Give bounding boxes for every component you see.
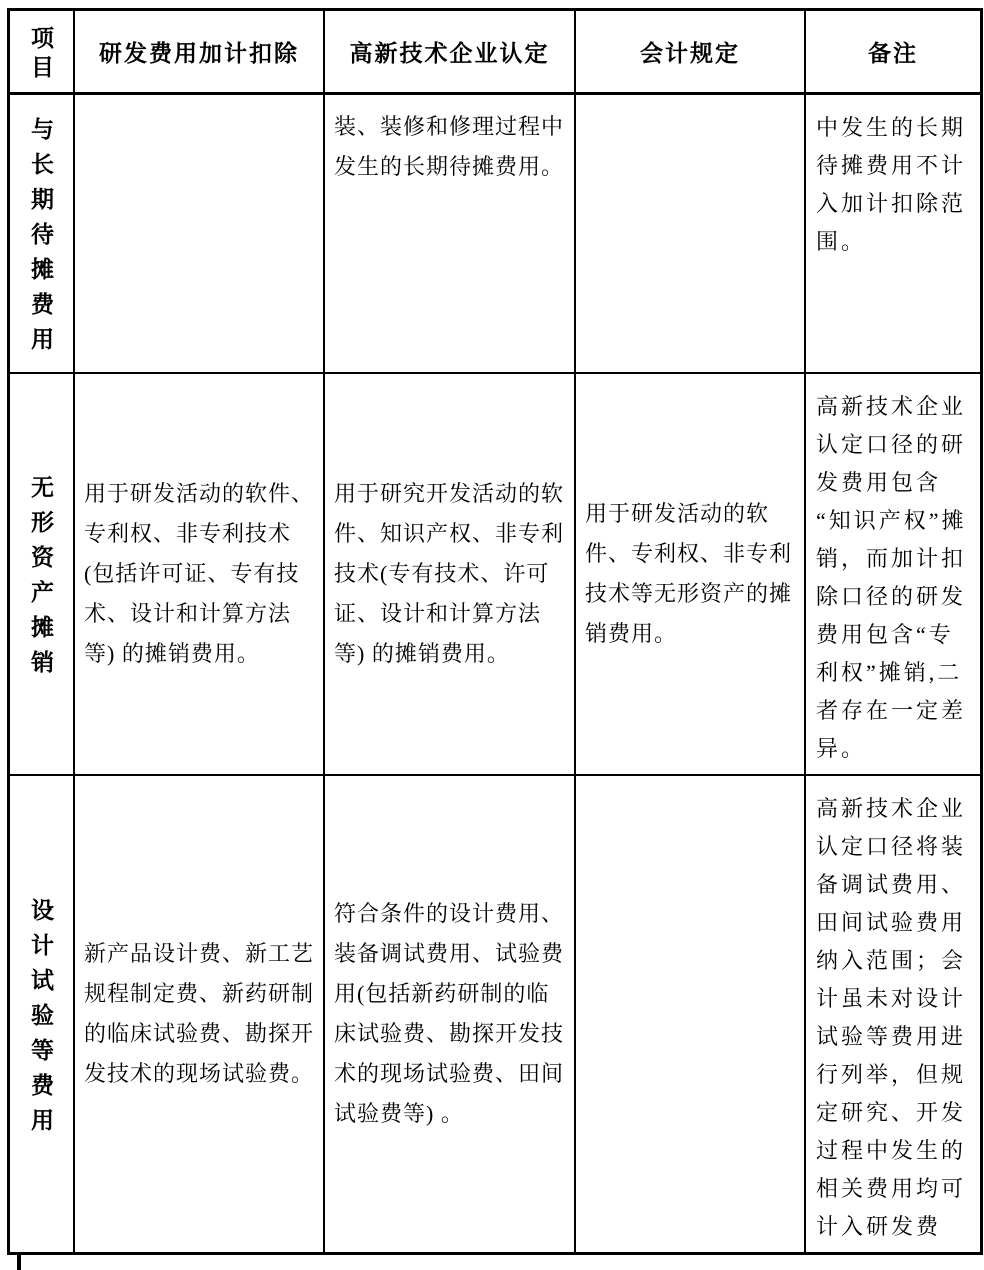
- header-cell-item: [10, 11, 75, 95]
- cell-text: 高新技术企业认定口径将装备调试费用、田间试验费用纳入范围；会计虽未对设计试验等费用进行列举，但规定研究、开发过程中发生的相关费用均可计入研发费: [816, 796, 967, 1239]
- row-intangible-amortization-accounting: [576, 374, 806, 776]
- cell-text: 用于研发活动的软件、专利权、非专利技术 (包括许可证、专有技术、设计和计算方法等) 的摊销费用。: [84, 481, 315, 666]
- cell-text: 用于研究开发活动的软件、知识产权、非专利技术(专有技术、许可证、设计和计算方法等) 的摊销费用。: [334, 481, 565, 666]
- cell-text: 新产品设计费、新工艺规程制定费、新药研制的临床试验费、勘探开发技术的现场试验费。: [84, 941, 315, 1086]
- row-deferred-expense-hightech: [325, 95, 576, 374]
- row-intangible-amortization-notes: [806, 374, 980, 776]
- header-cell-rd-deduction: [75, 11, 325, 95]
- header-label-hightech: 高新技术企业认定: [349, 40, 550, 66]
- header-label-rd-deduction: 研发费用加计扣除: [99, 40, 299, 66]
- row-design-test-item: [10, 776, 75, 1252]
- header-cell-hightech: [325, 11, 576, 95]
- row-deferred-expense-notes: [806, 95, 980, 374]
- page-edge-artifact: [17, 1255, 21, 1270]
- expense-comparison-table: [7, 8, 983, 1255]
- row-deferred-expense-item: [10, 95, 75, 374]
- row-deferred-expense-accounting: [576, 95, 806, 374]
- cell-text: 中发生的长期待摊费用不计入加计扣除范围。: [816, 115, 967, 254]
- row-intangible-amortization-item: [10, 374, 75, 776]
- cell-text: 用于研发活动的软件、专利权、非专利技术等无形资产的摊销费用。: [585, 501, 793, 646]
- row-design-test-hightech: [325, 776, 576, 1252]
- cell-text: 符合条件的设计费用、装备调试费用、试验费用(包括新药研制的临床试验费、勘探开发技术的现场试验费、田间试验费等) 。: [334, 901, 565, 1126]
- row-design-test-accounting: [576, 776, 806, 1252]
- row-intangible-amortization-rd-deduction: [75, 374, 325, 776]
- header-label-accounting: 会计规定: [640, 40, 740, 66]
- row-intangible-amortization-item-label: 无形资产摊销: [28, 475, 54, 685]
- cell-text: 装、装修和修理过程中发生的长期待摊费用。: [334, 114, 565, 179]
- table-grid: [10, 11, 980, 1252]
- row-deferred-expense-rd-deduction: [75, 95, 325, 374]
- row-design-test-item-label: 设计试验等费用: [28, 897, 54, 1143]
- row-design-test-notes: [806, 776, 980, 1252]
- header-label-item: 项目: [28, 25, 54, 84]
- header-cell-notes: [806, 11, 980, 95]
- row-design-test-rd-deduction: [75, 776, 325, 1252]
- header-cell-accounting: [576, 11, 806, 95]
- row-deferred-expense-item-label: 与长期待摊费用: [28, 117, 54, 362]
- header-label-notes: 备注: [868, 40, 918, 66]
- row-intangible-amortization-hightech: [325, 374, 576, 776]
- cell-text: 高新技术企业认定口径的研发费用包含“知识产权”摊销，而加计扣除口径的研发费用包含“专利权”摊销,二者存在一定差异。: [816, 394, 967, 761]
